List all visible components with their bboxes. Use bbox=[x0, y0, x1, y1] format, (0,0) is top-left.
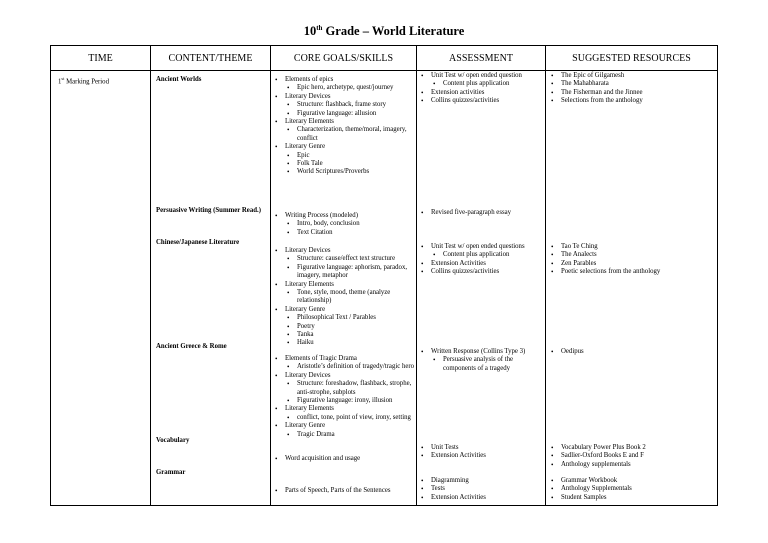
header-core-goals: CORE GOALS/SKILLS bbox=[271, 46, 417, 71]
list-item: • Unit Tests bbox=[417, 444, 545, 452]
list-item: • Selections from the anthology bbox=[546, 97, 717, 105]
assessment-ancient-greece-rome bbox=[417, 348, 545, 373]
list-item: • Poetic selections from the anthology bbox=[546, 268, 717, 276]
list-item: • Extension activities bbox=[417, 89, 545, 97]
resources-vocabulary bbox=[546, 444, 717, 469]
assessment-ancient-worlds bbox=[417, 72, 545, 106]
content-theme-cell bbox=[151, 71, 271, 506]
list-item: • Structure: flashback, frame story bbox=[271, 101, 416, 109]
marking-period-label: 1st Marking Period bbox=[58, 76, 109, 86]
header-time: TIME bbox=[51, 46, 151, 71]
list-item: • Vocabulary Power Plus Book 2 bbox=[546, 444, 717, 452]
list-item: • Content plus application bbox=[417, 80, 545, 88]
list-item: • Zen Parables bbox=[546, 260, 717, 268]
theme-grammar: Grammar bbox=[156, 469, 186, 476]
list-item: • Writing Process (modeled) bbox=[271, 212, 416, 220]
list-item: • The Mahabharata bbox=[546, 80, 717, 88]
list-item: • Figurative language: allusion bbox=[271, 110, 416, 118]
header-resources: SUGGESTED RESOURCES bbox=[546, 46, 718, 71]
list-item: • Tragic Drama bbox=[271, 431, 416, 439]
assessment-vocabulary bbox=[417, 444, 545, 461]
list-item: • Persuasive analysis of the components of a tragedy bbox=[417, 356, 545, 373]
list-item: • Parts of Speech, Parts of the Sentences bbox=[271, 487, 416, 495]
goals-grammar bbox=[271, 487, 416, 495]
list-item: • Grammar Workbook bbox=[546, 477, 717, 485]
list-item: • Epic hero, archetype, quest/journey bbox=[271, 84, 416, 92]
header-row bbox=[51, 46, 718, 71]
list-item: • conflict, tone, point of view, irony, setting bbox=[271, 414, 416, 422]
list-item: • Written Response (Collins Type 3) bbox=[417, 348, 545, 356]
theme-ancient-worlds: Ancient Worlds bbox=[156, 76, 202, 83]
assessment-grammar bbox=[417, 477, 545, 502]
theme-vocabulary: Vocabulary bbox=[156, 437, 190, 444]
resources-grammar bbox=[546, 477, 717, 502]
list-item: • Collins quizzes/activities bbox=[417, 268, 545, 276]
list-item: • Literary Elements bbox=[271, 118, 416, 126]
theme-chinese-japanese: Chinese/Japanese Literature bbox=[156, 239, 240, 246]
list-item: • Literary Elements bbox=[271, 405, 416, 413]
list-item: • Literary Genre bbox=[271, 422, 416, 430]
list-item: • Literary Devices bbox=[271, 247, 416, 255]
goals-vocabulary bbox=[271, 455, 416, 463]
document-title: 10th Grade – World Literature bbox=[303, 24, 465, 39]
goals-persuasive-writing bbox=[271, 212, 416, 237]
list-item: • World Scriptures/Proverbs bbox=[271, 168, 416, 176]
goals-ancient-greece-rome bbox=[271, 355, 416, 439]
list-item: • Elements of Tragic Drama bbox=[271, 355, 416, 363]
list-item: • Text Citation bbox=[271, 229, 416, 237]
list-item: • Tests bbox=[417, 485, 545, 493]
resources-ancient-greece-rome bbox=[546, 348, 717, 356]
list-item: • Haiku bbox=[271, 339, 416, 347]
list-item: • Word acquisition and usage bbox=[271, 455, 416, 463]
list-item: • Literary Elements bbox=[271, 281, 416, 289]
list-item: • Philosophical Text / Parables bbox=[271, 314, 416, 322]
list-item: • The Epic of Gilgamesh bbox=[546, 72, 717, 80]
core-goals-cell bbox=[271, 71, 417, 506]
list-item: • Poetry bbox=[271, 323, 416, 331]
list-item: • Folk Tale bbox=[271, 160, 416, 168]
list-item: • Unit Test w/ open ended question bbox=[417, 72, 545, 80]
list-item: • Revised five-paragraph essay bbox=[417, 209, 545, 217]
header-assessment: ASSESSMENT bbox=[417, 46, 546, 71]
list-item: • Epic bbox=[271, 152, 416, 160]
list-item: • Elements of epics bbox=[271, 76, 416, 84]
list-item: • Literary Devices bbox=[271, 93, 416, 101]
theme-persuasive-writing: Persuasive Writing (Summer Read.) bbox=[156, 207, 261, 214]
list-item: • Literary Genre bbox=[271, 143, 416, 151]
list-item: • Content plus application bbox=[417, 251, 545, 259]
list-item: • Tanka bbox=[271, 331, 416, 339]
list-item: • Figurative language: aphorism, paradox, imagery, metaphor bbox=[271, 264, 416, 281]
goals-chinese-japanese bbox=[271, 247, 416, 348]
theme-ancient-greece-rome: Ancient Greece & Rome bbox=[156, 343, 227, 350]
list-item: • Structure: cause/effect text structure bbox=[271, 255, 416, 263]
list-item: • Collins quizzes/activities bbox=[417, 97, 545, 105]
list-item: • Intro, body, conclusion bbox=[271, 220, 416, 228]
list-item: • Figurative language: irony, illusion bbox=[271, 397, 416, 405]
list-item: • Tone, style, mood, theme (analyze relationship) bbox=[271, 289, 416, 306]
list-item: • Extension Activities bbox=[417, 452, 545, 460]
table-row bbox=[51, 71, 718, 506]
list-item: • Aristotle’s definition of tragedy/tragic hero bbox=[271, 363, 416, 371]
list-item: • Literary Devices bbox=[271, 372, 416, 380]
goals-ancient-worlds bbox=[271, 76, 416, 177]
header-content-theme: CONTENT/THEME bbox=[151, 46, 271, 71]
assessment-persuasive-writing bbox=[417, 209, 545, 217]
curriculum-table bbox=[50, 45, 718, 506]
list-item: • Extension Activities bbox=[417, 260, 545, 268]
list-item: • The Fisherman and the Jinnee bbox=[546, 89, 717, 97]
list-item: • Tao Te Ching bbox=[546, 243, 717, 251]
list-item: • Literary Genre bbox=[271, 306, 416, 314]
list-item: • Student Samples bbox=[546, 494, 717, 502]
list-item: • The Analects bbox=[546, 251, 717, 259]
list-item: • Anthology supplementals bbox=[546, 461, 717, 469]
list-item: • Extension Activities bbox=[417, 494, 545, 502]
list-item: • Anthology Supplementals bbox=[546, 485, 717, 493]
list-item: • Diagramming bbox=[417, 477, 545, 485]
list-item: • Characterization, theme/moral, imagery, conflict bbox=[271, 126, 416, 143]
list-item: • Oedipus bbox=[546, 348, 717, 356]
resources-chinese-japanese bbox=[546, 243, 717, 277]
list-item: • Sadlier-Oxford Books E and F bbox=[546, 452, 717, 460]
assessment-cell bbox=[417, 71, 546, 506]
list-item: • Unit Test w/ open ended questions bbox=[417, 243, 545, 251]
resources-cell bbox=[546, 71, 718, 506]
list-item: • Structure: foreshadow, flashback, strophe, anti-strophe, subplots bbox=[271, 380, 416, 397]
assessment-chinese-japanese bbox=[417, 243, 545, 277]
resources-ancient-worlds bbox=[546, 72, 717, 106]
time-cell bbox=[51, 71, 151, 506]
